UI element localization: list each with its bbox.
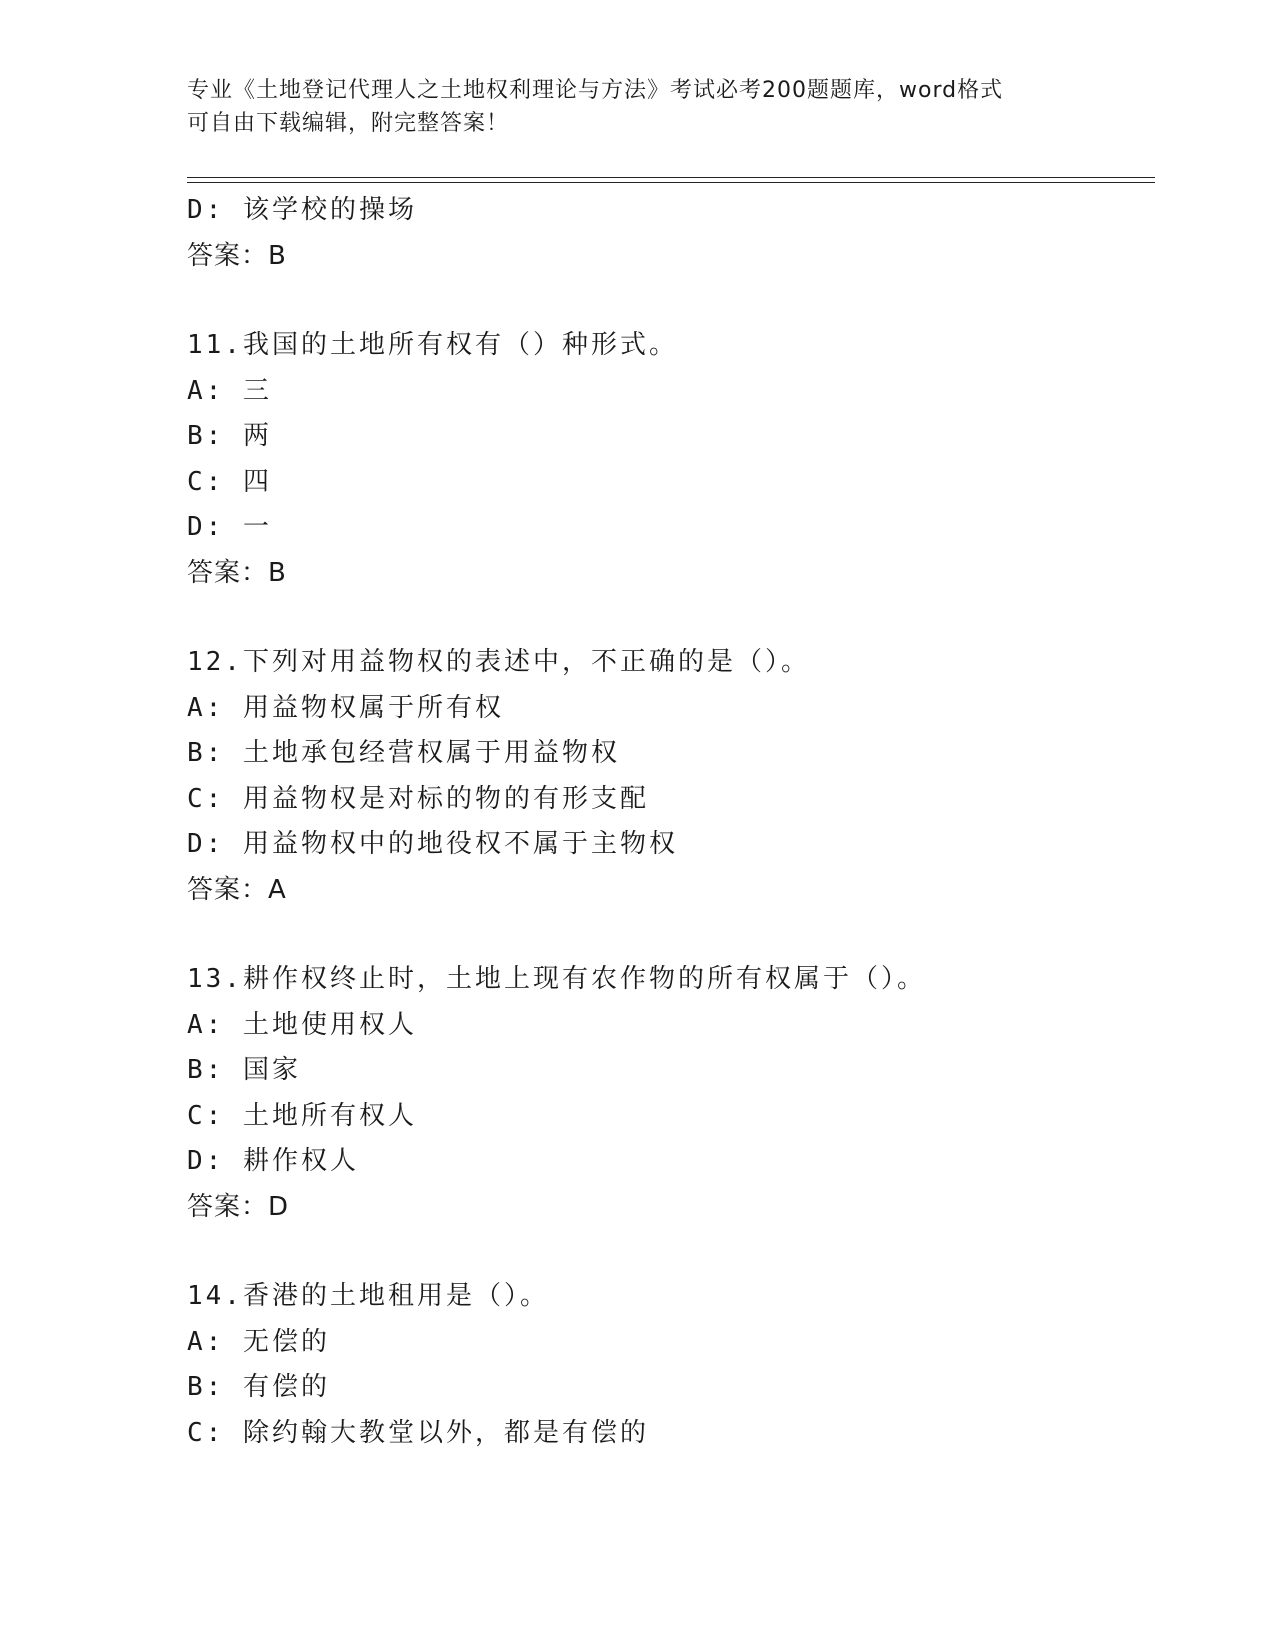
- spacer: [187, 596, 1147, 640]
- option-b: B: 有偿的: [187, 1372, 330, 1402]
- option-b: B: 国家: [187, 1055, 301, 1085]
- header-divider-top: [187, 177, 1155, 178]
- option-d: D: 一: [187, 512, 272, 542]
- option-b: B: 两: [187, 421, 272, 451]
- option-c: C: 用益物权是对标的物的有形支配: [187, 783, 649, 814]
- question-text: 12.下列对用益物权的表述中，不正确的是（）。: [187, 647, 810, 677]
- option-b: B: 土地承包经营权属于用益物权: [187, 738, 620, 768]
- answer-label: 答案：B: [187, 240, 287, 271]
- question-text: 11.我国的土地所有权有（）种形式。: [187, 330, 678, 360]
- answer-label: 答案：A: [187, 874, 287, 905]
- option-c: C: 土地所有权人: [187, 1100, 417, 1131]
- option-a: A: 用益物权属于所有权: [187, 692, 504, 723]
- document-header: [187, 74, 1087, 140]
- spacer: [187, 913, 1147, 957]
- question-block-12: [187, 640, 1147, 913]
- question-block-13: [187, 957, 1147, 1230]
- answer-label: 答案：D: [187, 1191, 290, 1222]
- question-block-14: [187, 1274, 1147, 1456]
- answer-label: 答案：B: [187, 557, 287, 588]
- question-block-10: [187, 188, 1147, 279]
- option-d: D: 耕作权人: [187, 1146, 359, 1176]
- header-line-1: 专业《土地登记代理人之土地权利理论与方法》考试必考200题题库，word格式: [187, 78, 1004, 103]
- option-a: A: 三: [187, 375, 272, 406]
- option-c: C: 除约翰大教堂以外，都是有偿的: [187, 1417, 649, 1448]
- question-text: 14.香港的土地租用是（）。: [187, 1281, 549, 1311]
- spacer: [187, 279, 1147, 323]
- option-c: C: 四: [187, 466, 272, 497]
- option-d: D: 该学校的操场: [187, 195, 417, 225]
- question-list: [187, 188, 1147, 1456]
- option-a: A: 无偿的: [187, 1326, 330, 1357]
- spacer: [187, 1230, 1147, 1274]
- option-d: D: 用益物权中的地役权不属于主物权: [187, 829, 678, 859]
- header-divider-bottom: [187, 182, 1155, 183]
- option-a: A: 土地使用权人: [187, 1009, 417, 1040]
- header-line-2: 可自由下载编辑，附完整答案！: [187, 111, 510, 136]
- question-text: 13.耕作权终止时，土地上现有农作物的所有权属于（）。: [187, 964, 926, 994]
- question-block-11: [187, 323, 1147, 596]
